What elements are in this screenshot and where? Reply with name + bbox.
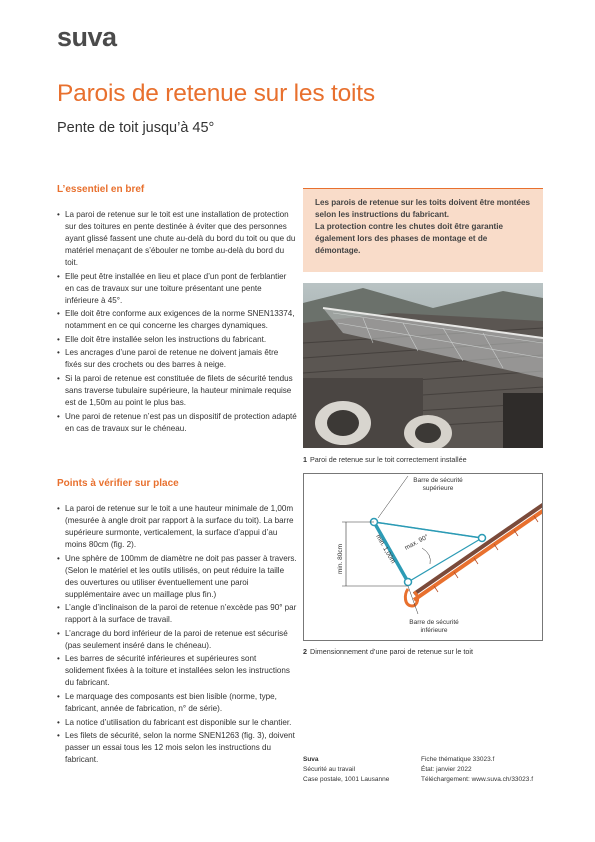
list-item: • Les filets de sécurité, selon la norme SNEN1263 (fig. 3), doivent passer un essai tous les 12 mois selon les instructions du fabricant. bbox=[57, 730, 297, 766]
page-subtitle: Pente de toit jusqu’à 45° bbox=[57, 120, 215, 136]
label-top-bar-1: Barre de sécurité bbox=[413, 477, 463, 484]
label-bottom-bar-2: inférieure bbox=[420, 627, 448, 634]
essentiel-list-container bbox=[57, 209, 297, 436]
footer-address: Case postale, 1001 Lausanne bbox=[303, 776, 390, 783]
roof-photo bbox=[303, 283, 543, 448]
label-min-height: min. 80cm bbox=[337, 544, 344, 574]
list-item: • Les barres de sécurité inférieures et supérieures sont solidement fixées à la toiture et installées selon les instructions du fabricant. bbox=[57, 653, 297, 689]
list-item: • Si la paroi de retenue est constituée de filets de sécurité tendus sans traverse tubulaire supérieure, la hauteur minimale requise est de 1,50m au point le plus bas. bbox=[57, 373, 297, 409]
points-list-container bbox=[57, 503, 297, 768]
footer-ref bbox=[421, 755, 533, 785]
suva-logo: suva bbox=[57, 22, 117, 52]
roof-line bbox=[414, 504, 542, 594]
list-item: • Une sphère de 100mm de diamètre ne doit pas passer à travers. (Selon le matériel et les outils utilisés, on peut réduire la taille des ouvertures ou utiliser éventuellement une paroi supplémentaire avec un maillage plus fin.) bbox=[57, 553, 297, 601]
figure-2-text: Dimensionnement d’une paroi de retenue sur le toit bbox=[310, 647, 474, 656]
figure-1-text: Paroi de retenue sur le toit correctement installée bbox=[310, 455, 467, 464]
essentiel-heading: L’essentiel en bref bbox=[57, 184, 145, 195]
footer-ref-number: Fiche thématique 33023.f bbox=[421, 756, 495, 763]
callout-text-1: Les parois de retenue sur les toits doivent être montées selon les instructions du fabricant. bbox=[315, 198, 530, 219]
barrier-top-rail bbox=[374, 522, 482, 538]
list-item: • La paroi de retenue sur le toit est une installation de protection sur des toitures en pente destinée à éviter que des personnes ayant glissé fassent une chute au-delà du bord du toit ou que du matériel menaçant de s’ébouler ne tombe au-delà du bord du toit. bbox=[57, 209, 297, 269]
list-item: • L’angle d’inclinaison de la paroi de retenue n’excède pas 90° par rapport à la surface de travail. bbox=[57, 602, 297, 626]
list-item: • La notice d’utilisation du fabricant est disponible sur le chantier. bbox=[57, 717, 297, 729]
list-item: • L’ancrage du bord inférieur de la paroi de retenue est sécurisé (pas seulement inséré dans le chéneau). bbox=[57, 628, 297, 652]
page-title: Parois de retenue sur les toits bbox=[57, 80, 375, 107]
tile-marks bbox=[434, 516, 538, 592]
footer-dept: Sécurité au travail bbox=[303, 766, 356, 773]
callout-box bbox=[303, 188, 543, 272]
bottom-bar-node bbox=[405, 579, 412, 586]
footer-state: État: janvier 2022 bbox=[421, 766, 472, 773]
figure-1-caption bbox=[303, 455, 467, 464]
callout-text-2: La protection contre les chutes doit être garantie également lors des phases de montage et de démontage. bbox=[315, 222, 503, 255]
list-item: • Une paroi de retenue n’est pas un dispositif de protection adapté en cas de travaux sur le chéneau. bbox=[57, 411, 297, 435]
list-item: • Elle doit être conforme aux exigences de la norme SNEN13374, notamment en ce qui concerne les charges dynamiques. bbox=[57, 308, 297, 332]
points-heading: Points à vérifier sur place bbox=[57, 478, 179, 489]
list-item: • La paroi de retenue sur le toit a une hauteur minimale de 1,00m (mesurée à angle droit par rapport à la surface du toit). La barre supérieure surmonte, verticalement, la surface d’appui d’au moins 80cm (fig. 2). bbox=[57, 503, 297, 551]
list-item: • Les ancrages d’une paroi de retenue ne doivent jamais être fixés sur des crochets ou des barres à neige. bbox=[57, 347, 297, 371]
figure-1-number: 1 bbox=[303, 455, 307, 464]
roof-anchor-node bbox=[479, 535, 486, 542]
label-min-length: min. 1,00m bbox=[374, 533, 397, 565]
figure-2-caption bbox=[303, 647, 473, 656]
roof-tiles bbox=[414, 510, 542, 600]
roof-barrier-diagram bbox=[304, 474, 542, 640]
essentiel-list bbox=[57, 209, 297, 435]
label-bottom-bar-1: Barre de sécurité bbox=[409, 619, 459, 626]
angle-arc bbox=[422, 548, 430, 564]
list-item: • Elle peut être installée en lieu et place d’un pont de ferblantier en cas de travaux sur une toiture présentant une pente inférieure à 45°. bbox=[57, 271, 297, 307]
footer-org bbox=[303, 755, 389, 785]
list-item: • Le marquage des composants est bien lisible (norme, type, fabricant, année de fabrication, n° de série). bbox=[57, 691, 297, 715]
label-max-angle: max. 90° bbox=[403, 533, 430, 552]
roof-photo-illustration bbox=[303, 283, 543, 448]
label-top-bar-2: supérieure bbox=[422, 485, 454, 492]
leader-top bbox=[378, 476, 408, 518]
footer-download: Téléchargement: www.suva.ch/33023.f bbox=[421, 776, 534, 783]
diagram-figure-2 bbox=[303, 473, 543, 641]
points-list bbox=[57, 503, 297, 766]
footer-org-name: Suva bbox=[303, 756, 319, 763]
figure-2-number: 2 bbox=[303, 647, 307, 656]
list-item: • Elle doit être installée selon les instructions du fabricant. bbox=[57, 334, 297, 346]
